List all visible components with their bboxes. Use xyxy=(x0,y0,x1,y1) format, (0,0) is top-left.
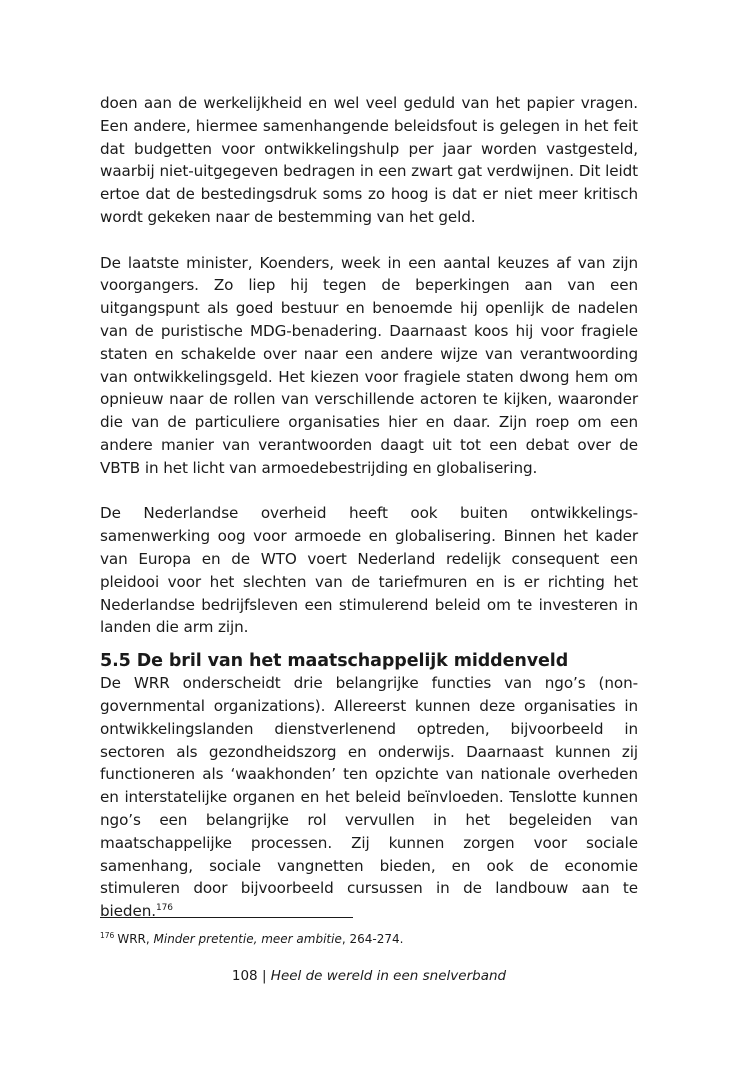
section-paragraph xyxy=(100,672,638,923)
paragraph-gap xyxy=(100,480,638,503)
body-paragraph-3: De Nederlandse overheid heeft ook buiten ontwikkelings-samenwerking oog voor armoede en globalisering. Binnen het kader van Europa en de WTO voert Nederland redelijk consequent een pleidooi voor het slechten van de tariefmuren en is er richting het Nederlandse bedrijfsleven een stimulerend beleid om te investeren in landen die arm zijn. xyxy=(100,504,638,637)
page-number: 108 xyxy=(231,968,258,984)
body-paragraph-1: doen aan de werkelijkheid en wel veel geduld van het papier vragen. Een andere, hiermee samenhangende beleidsfout is gelegen in het feit dat budgetten voor ontwikkelingshulp per jaar worden vastgesteld, waarbij niet-uitgegeven bedragen in een zwart gat verdwijnen. Dit leidt ertoe dat de bestedingsdruk soms zo hoog is dat er niet meer kritisch wordt gekeken naar de bestemming van het geld. xyxy=(100,94,638,226)
section-heading: 5.5 De bril van het maatschappelijk middenveld xyxy=(100,651,569,672)
body-paragraph-2: De laatste minister, Koenders, week in een aantal keuzes af van zijn voorgangers. Zo liep hij tegen de beperkingen aan van een uitgangspunt als goed bestuur en benoemde hij openlijk de nadelen van de puristische MDG-benadering. Daarnaast koos hij voor fragiele staten en schakelde over naar een andere wijze van verantwoording van ontwikkelingsgeld. Het kiezen voor fragiele staten dwong hem om opnieuw naar de rollen van verschillende actoren te kijken, waaronder die van de particuliere organisaties hier en daar. Zijn roep om een andere manier van verantwoorden daagt uit tot een debat over de VBTB in het licht van armoedebestrijding en globalisering. xyxy=(100,253,638,477)
paragraph-gap xyxy=(100,229,638,252)
footnote-reference[interactable]: 176 xyxy=(155,903,173,914)
footnote-divider xyxy=(100,917,353,918)
footnote-pages: , 264-274. xyxy=(341,932,404,946)
footnote-author: WRR, xyxy=(117,932,154,946)
page-body xyxy=(100,92,638,923)
footnote-title: Minder pretentie, meer ambitie xyxy=(153,932,342,946)
book-title: Heel de wereld in een snelverband xyxy=(270,968,507,984)
footnote-number: 176 xyxy=(100,931,115,940)
page-footer xyxy=(0,966,738,986)
footer-separator: | xyxy=(257,968,271,984)
section-paragraph-text: De WRR onderscheidt drie belangrijke functies van ngo’s (non-governmental organizations). Allereerst kunnen deze organisaties in ontwikkelingslanden dienstverlenend optreden, bijvoorbeeld in sectoren als gezondheidszorg en onderwijs. Daarnaast kunnen zij functioneren als ‘waakhonden’ ten opzichte van nationale overheden en interstatelijke organen en het beleid beïnvloeden. Tenslotte kunnen ngo’s een belangrijke rol vervullen in het begeleiden van maatschappelijke processen. Zij kunnen zorgen voor sociale samenhang, sociale vangnetten bieden, en ook de economie stimuleren door bijvoorbeeld cursussen in de landbouw aan te bieden. xyxy=(100,674,638,921)
footnote xyxy=(100,930,403,948)
